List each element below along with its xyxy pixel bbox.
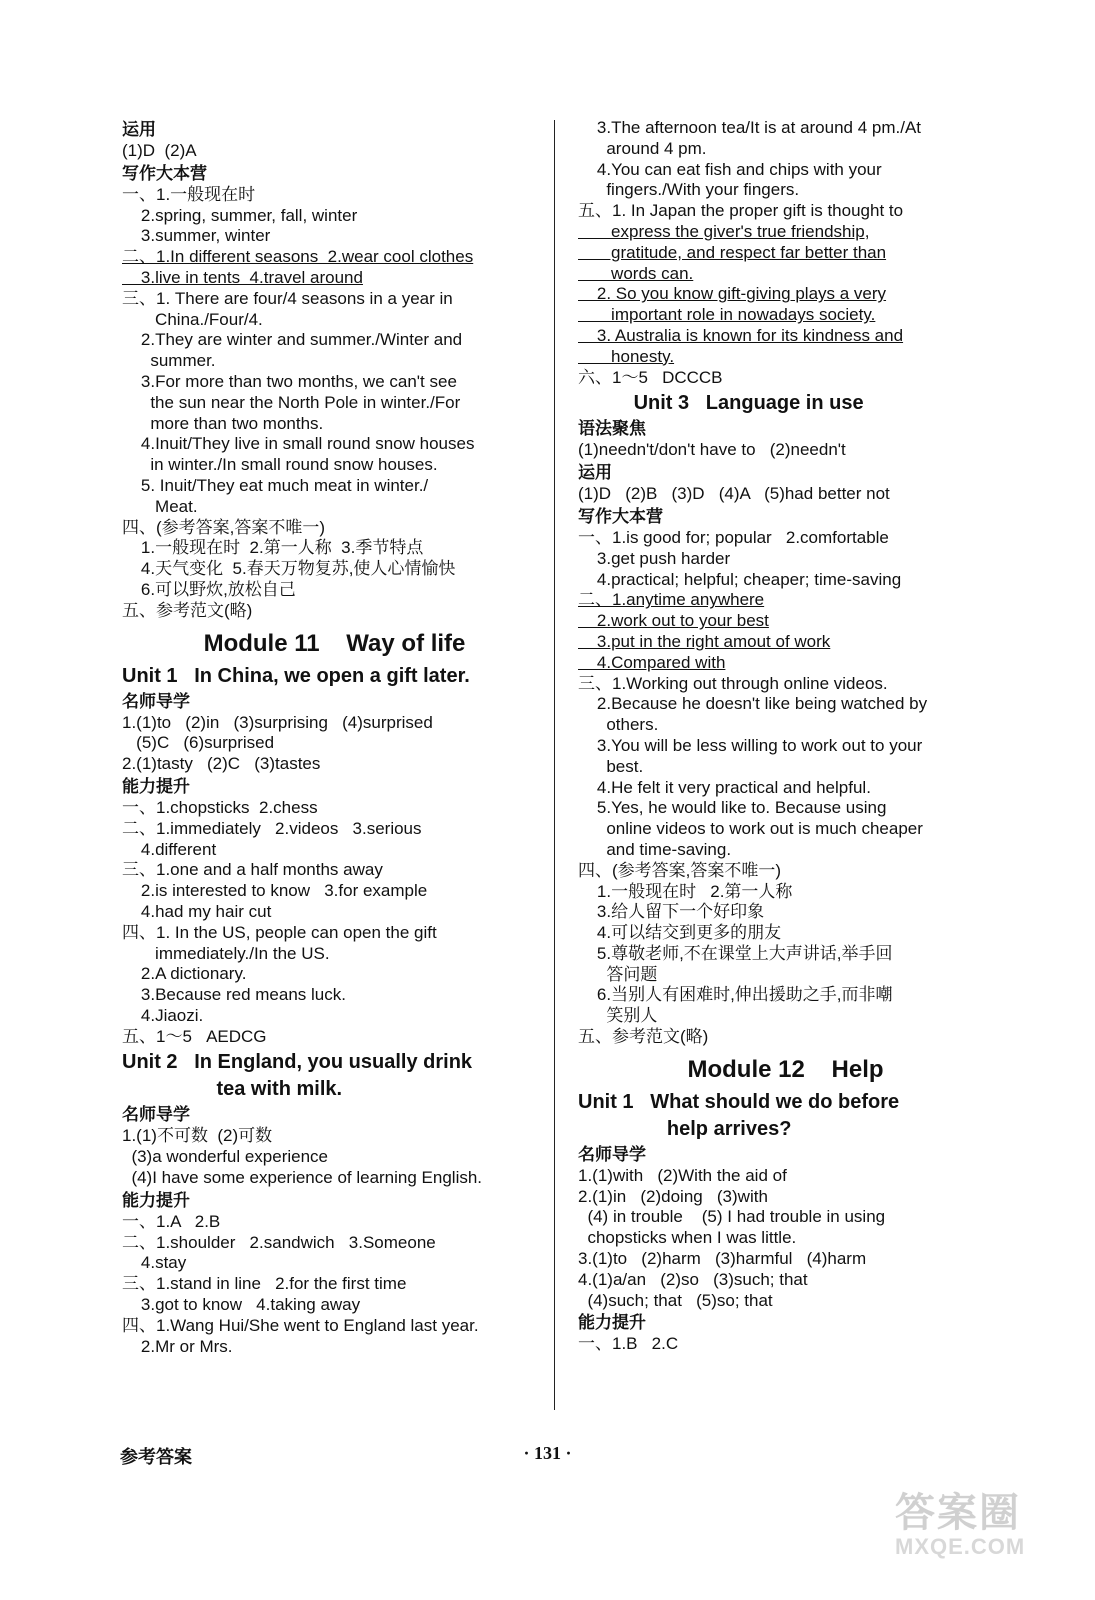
unit-title: help arrives? [578, 1117, 792, 1140]
answer-line: 3.For more than two months, we can't see [122, 371, 457, 391]
answer-line: 2.is interested to know 3.for example [122, 881, 428, 901]
answer-line: 5.尊敬老师,不在课堂上大声讲话,举手回 [578, 943, 893, 963]
column-divider [554, 120, 555, 1410]
right-column [578, 118, 993, 1355]
answer-line: 4.(1)a/an (2)so (3)such; that [578, 1269, 808, 1289]
answer-line: 三、1.one and a half months away [122, 860, 383, 880]
watermark-url: MXQE.COM [895, 1534, 1026, 1559]
answer-line: 2.Mr or Mrs. [122, 1336, 233, 1356]
answer-line: 3.got to know 4.taking away [122, 1295, 361, 1315]
answer-line: 3.The afternoon tea/It is at around 4 pm./At [578, 118, 922, 137]
left-column [122, 118, 547, 1357]
answer-line: 一、1.chopsticks 2.chess [122, 797, 318, 817]
answer-line: 2. So you know gift-giving plays a very [578, 284, 887, 304]
answer-line: 一、1.B 2.C [578, 1334, 679, 1354]
answer-line: (4) in trouble (5) I had trouble in using [578, 1207, 886, 1227]
section-heading: 能力提升 [122, 776, 190, 796]
section-heading: 运用 [122, 120, 156, 139]
answer-line: 3.put in the right amout of work [578, 631, 831, 651]
answer-line: express the giver's true friendship, [578, 221, 870, 241]
answer-line: others. [578, 715, 659, 735]
answer-line: important role in nowadays society. [578, 305, 876, 325]
answer-line: 4.practical; helpful; cheaper; time-saving [578, 569, 902, 589]
answer-line: 1.一般现在时 2.第一人称 [578, 881, 793, 901]
answer-line: 6.当别人有困难时,伸出援助之手,而非嘲 [578, 985, 893, 1005]
answer-line: 5. Inuit/They eat much meat in winter./ [122, 475, 429, 495]
answer-line: 1.(1)to (2)in (3)surprising (4)surprised [122, 712, 433, 732]
section-heading: 能力提升 [578, 1313, 646, 1333]
unit-title: Unit 2 In England, you usually drink [122, 1051, 473, 1074]
answer-line: (1)D (2)B (3)D (4)A (5)had better not [578, 484, 890, 504]
answer-line: 二、1.anytime anywhere [578, 590, 765, 610]
answer-line: 三、1.Working out through online videos. [578, 673, 888, 693]
section-heading: 名师导学 [122, 1105, 190, 1125]
answer-line: 2.A dictionary. [122, 964, 247, 984]
answer-line: 6.可以野炊,放松自己 [122, 579, 296, 599]
answer-line: fingers./With your fingers. [578, 180, 800, 200]
answer-line: 3.(1)to (2)harm (3)harmful (4)harm [578, 1249, 867, 1269]
answer-line: 4.different [122, 839, 217, 859]
answer-line: 4.可以结交到更多的朋友 [578, 923, 782, 943]
answer-line: (5)C (6)surprised [122, 733, 275, 753]
answer-line: 2.work out to your best [578, 611, 769, 631]
answer-line: 四、(参考答案,答案不唯一) [122, 517, 326, 537]
answer-line: 四、1. In the US, people can open the gift [122, 922, 437, 942]
watermark-logo [895, 1492, 1055, 1572]
watermark-glyphs: 答案圈 [895, 1491, 1021, 1535]
answer-line: (1)needn't/don't have to (2)needn't [578, 440, 846, 460]
section-heading: 写作大本营 [122, 163, 207, 183]
answer-line: 六、1～5 DCCCB [578, 367, 723, 387]
section-heading: 运用 [578, 463, 612, 483]
answer-line: 3.You will be less willing to work out to your [578, 735, 923, 755]
answer-line: 2.(1)tasty (2)C (3)tastes [122, 754, 321, 774]
unit-title: Unit 1 In China, we open a gift later. [122, 664, 470, 687]
answer-line: 3. Australia is known for its kindness and [578, 325, 904, 345]
answer-line: (3)a wonderful experience [122, 1147, 329, 1167]
answer-line: 答问题 [578, 964, 658, 984]
answer-line: best. [578, 756, 644, 776]
answer-line: 3.get push harder [578, 548, 731, 568]
module-title: Module 12 Help [687, 1055, 884, 1083]
answer-line: 2.They are winter and summer./Winter and [122, 330, 463, 350]
answer-line: 2.(1)in (2)doing (3)with [578, 1186, 768, 1206]
answer-line: 一、1.一般现在时 [122, 184, 256, 204]
answer-line: 笑别人 [578, 1006, 658, 1026]
answer-line: 三、1.stand in line 2.for the first time [122, 1274, 407, 1294]
answer-line: 五、参考范文(略) [578, 1027, 709, 1047]
answer-line: 4.Inuit/They live in small round snow houses [122, 434, 475, 454]
answer-line: 二、1.immediately 2.videos 3.serious [122, 818, 422, 838]
answer-line: Meat. [122, 496, 198, 516]
answer-line: 3.Because red means luck. [122, 985, 346, 1005]
answer-line: 2.spring, summer, fall, winter [122, 205, 358, 225]
answer-line: 4.Jiaozi. [122, 1005, 204, 1025]
answer-line: 5.Yes, he would like to. Because using [578, 798, 887, 818]
answer-line: 五、参考范文(略) [122, 600, 253, 620]
answer-line: 1.(1)不可数 (2)可数 [122, 1126, 273, 1146]
answer-line: chopsticks when I was little. [578, 1228, 797, 1248]
section-heading: 语法聚焦 [578, 419, 646, 439]
answer-line: 1.一般现在时 2.第一人称 3.季节特点 [122, 538, 424, 558]
answer-line: 二、1.shoulder 2.sandwich 3.Someone [122, 1232, 436, 1252]
answer-line: 3.给人留下一个好印象 [578, 902, 765, 922]
answer-line: 4.had my hair cut [122, 901, 272, 921]
answer-line: 三、1. There are four/4 seasons in a year in [122, 288, 453, 308]
unit-title: Unit 1 What should we do before [578, 1090, 900, 1113]
section-heading: 名师导学 [122, 691, 190, 711]
answer-line: 一、1.is good for; popular 2.comfortable [578, 527, 889, 547]
answer-line: 五、1～5 AEDCG [122, 1026, 267, 1046]
answer-line: 4.stay [122, 1253, 187, 1273]
section-heading: 能力提升 [122, 1190, 190, 1210]
section-heading: 名师导学 [578, 1144, 646, 1164]
answer-line: 3.live in tents 4.travel around [122, 267, 363, 287]
unit-title: tea with milk. [122, 1078, 343, 1101]
answer-line: gratitude, and respect far better than [578, 242, 887, 262]
answer-line: in winter./In small round snow houses. [122, 455, 438, 475]
answer-line: (4)such; that (5)so; that [578, 1290, 773, 1310]
answer-line: honesty. [578, 346, 675, 366]
answer-line: immediately./In the US. [122, 943, 330, 963]
answer-line: (4)I have some experience of learning English. [122, 1168, 483, 1188]
module-title: Module 11 Way of life [203, 629, 466, 657]
answer-line: online videos to work out is much cheaper [578, 819, 923, 839]
answer-line: 四、(参考答案,答案不唯一) [578, 860, 782, 880]
page-number: · 131 · [523, 1443, 572, 1463]
answer-line: the sun near the North Pole in winter./For [122, 392, 461, 412]
answer-line: 五、1. In Japan the proper gift is thought to [578, 201, 904, 221]
section-heading: 写作大本营 [578, 506, 663, 526]
answer-line: more than two months. [122, 413, 324, 433]
answer-line: 一、1.A 2.B [122, 1211, 221, 1231]
answer-line: China./Four/4. [122, 309, 263, 329]
answer-line: 4.He felt it very practical and helpful. [578, 777, 871, 797]
answer-line: 四、1.Wang Hui/She went to England last year. [122, 1315, 479, 1335]
answer-line: 4.Compared with [578, 652, 726, 672]
answer-line: words can. [578, 263, 694, 283]
answer-line: 2.Because he doesn't like being watched by [578, 694, 928, 714]
answer-line: around 4 pm. [578, 138, 707, 158]
answer-line: 二、1.In different seasons 2.wear cool clothes [122, 247, 474, 267]
answer-line: and time-saving. [578, 839, 732, 859]
answer-line: 4.You can eat fish and chips with your [578, 159, 882, 179]
unit-title: Unit 3 Language in use [578, 392, 864, 415]
answer-line: summer. [122, 351, 216, 371]
footer-label: 参考答案 [120, 1447, 192, 1467]
answer-line: (1)D (2)A [122, 141, 197, 160]
answer-line: 4.天气变化 5.春天万物复苏,使人心情愉快 [122, 559, 456, 579]
answer-line: 1.(1)with (2)With the aid of [578, 1165, 787, 1185]
answer-line: 3.summer, winter [122, 226, 271, 246]
